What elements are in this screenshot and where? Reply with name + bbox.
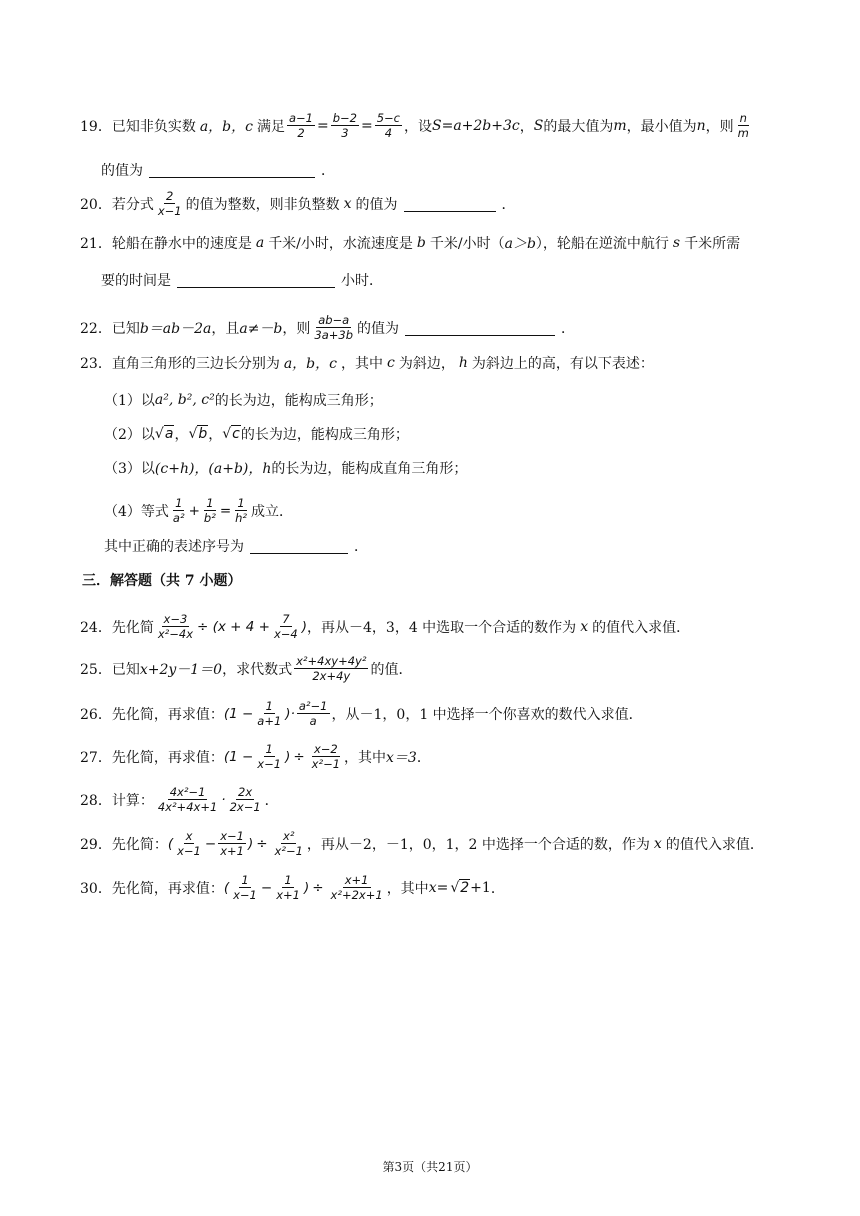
- math: ): [247, 835, 254, 852]
- math: =: [219, 502, 232, 519]
- math: a＞b: [504, 236, 536, 252]
- sqrt-b: √b: [188, 426, 208, 442]
- text: 的值．: [370, 661, 413, 678]
- fraction: $\frac{1}{\text{a²}}$: [172, 496, 185, 526]
- text: 已知: [111, 661, 140, 678]
- text: （1）以: [104, 393, 155, 409]
- text: ，设: [404, 118, 432, 135]
- text: ，其中: [386, 880, 429, 897]
- math: s: [672, 235, 681, 251]
- question-number: 25．: [80, 661, 112, 678]
- question-number: 19．: [80, 118, 112, 135]
- math: ·: [221, 791, 226, 808]
- question-27: [80, 743, 800, 770]
- question-19: [80, 112, 800, 139]
- math: x: [580, 618, 589, 635]
- text: 已知非负实数: [111, 118, 196, 135]
- math: h: [458, 355, 468, 371]
- math: a，b，c: [199, 118, 253, 135]
- answer-blank[interactable]: [404, 196, 496, 212]
- fraction: $\frac{x-3}{\text{x²−4x}}$: [157, 612, 194, 642]
- math: x: [653, 835, 662, 852]
- math: +1: [470, 879, 491, 896]
- text: 先化简，再求值：: [111, 880, 224, 897]
- text: ，: [519, 118, 534, 135]
- text: （3）以: [104, 461, 155, 477]
- math: +: [188, 502, 200, 519]
- fraction: $\frac{x-1}{x+1}$: [220, 829, 244, 859]
- math: (1 −: [223, 705, 254, 722]
- fraction: $\frac{x-2}{\text{x²−1}}$: [311, 742, 341, 772]
- question-21: [80, 233, 800, 253]
- math: ): [303, 879, 310, 896]
- question-21-line2: [101, 270, 800, 290]
- math: a≠－b: [239, 320, 283, 337]
- question-number: 30．: [80, 880, 112, 897]
- math: a: [255, 235, 265, 251]
- math: ÷: [293, 748, 305, 765]
- fraction: $\frac{x}{x-1}$: [177, 829, 201, 859]
- text: ，则: [705, 118, 734, 135]
- fraction: $\frac{1}{x+1}$: [276, 873, 300, 903]
- text: 若分式: [111, 196, 154, 213]
- math: =: [360, 117, 373, 134]
- question-number: 24．: [80, 619, 112, 636]
- text: ．: [321, 163, 335, 179]
- text: ，其中: [344, 749, 387, 766]
- question-number: 23．: [80, 356, 112, 372]
- math: S: [533, 117, 544, 134]
- text: 成立．: [251, 503, 294, 520]
- text: 小时．: [341, 273, 383, 289]
- text: 的值代入求值．: [592, 619, 691, 636]
- fraction: $\frac{\text{4x²−1}}{\text{4x²+4x+1}}$: [157, 785, 218, 815]
- fraction: $\frac{1}{\text{b²}}$: [203, 496, 216, 526]
- text: ．: [490, 880, 505, 897]
- math: x＝3: [386, 749, 417, 766]
- text: 的值代入求值．: [665, 836, 764, 853]
- question-19-line2: [101, 160, 800, 180]
- text: 的值为: [357, 320, 400, 337]
- text: ，求代数式: [222, 661, 293, 678]
- text: 已知: [111, 320, 140, 337]
- text: ．: [264, 792, 279, 809]
- question-30: [80, 874, 800, 901]
- statement-2: （2）以 √a ， √b ， √c 的长为边，能构成三角形；: [104, 426, 409, 443]
- question-23: [80, 353, 800, 373]
- fraction: $\frac{1}{\text{h²}}$: [235, 496, 248, 526]
- math: a，b，c: [283, 356, 337, 372]
- text: ，再从－4，3，4 中选取一个合适的数作为: [307, 619, 577, 636]
- text: ），轮船在逆流中航行: [535, 236, 669, 252]
- math: a², b², c²: [154, 392, 215, 408]
- math: S=a+2b+3c: [432, 117, 520, 134]
- math: ·: [290, 705, 295, 722]
- text: 的长为边，能构成直角三角形；: [271, 461, 468, 477]
- question-number: 28．: [80, 792, 112, 809]
- page-footer: 第3页（共21页）: [382, 1160, 478, 1174]
- math: x: [343, 195, 352, 212]
- math: =: [316, 117, 329, 134]
- statement-1: [104, 390, 800, 410]
- answer-blank[interactable]: [177, 272, 335, 288]
- text: 先化简，再求值：: [111, 706, 224, 723]
- text: 先化简: [111, 619, 154, 636]
- sqrt-c: √c: [222, 426, 240, 442]
- text: ，且: [211, 320, 240, 337]
- text: 满足: [256, 118, 285, 135]
- fraction: $\frac{a-1}{2}$: [288, 111, 313, 141]
- text: ，则: [282, 320, 311, 337]
- statement-4: [104, 497, 800, 524]
- text: 千米所需: [684, 236, 741, 252]
- text: 的值为: [101, 163, 143, 179]
- question-number: 20．: [80, 196, 112, 213]
- math: ): [301, 618, 308, 635]
- section-heading: 三．解答题（共 7 小题）: [82, 573, 242, 589]
- text: 其中正确的表述序号为: [104, 539, 244, 555]
- sqrt-a: √a: [154, 426, 174, 442]
- math: −: [260, 879, 273, 896]
- text: 要的时间是: [101, 273, 171, 289]
- fraction: $\frac{b-2}{3}$: [332, 111, 357, 141]
- text: 的值为: [355, 196, 398, 213]
- math: m: [613, 117, 627, 134]
- answer-blank[interactable]: [250, 538, 348, 554]
- question-23-answer: [104, 536, 800, 556]
- text: ，再从－2，－1，0，1，2 中选择一个合适的数，作为: [306, 836, 650, 853]
- text: （2）以: [104, 427, 155, 443]
- text: 为斜边，: [398, 356, 455, 372]
- math: n: [696, 117, 706, 134]
- text: ．: [501, 196, 516, 213]
- math: b: [416, 235, 426, 251]
- math: ÷ (x + 4 +: [197, 618, 270, 635]
- fraction: $\frac{2}{x-1}$: [157, 189, 182, 219]
- fraction: $\frac{n}{m}$: [737, 111, 749, 141]
- math: c: [386, 355, 395, 371]
- text: 计算：: [111, 792, 154, 809]
- math: (c+h)，(a+b)，h: [154, 461, 272, 477]
- question-29: [80, 830, 800, 857]
- question-28: [80, 786, 800, 813]
- math: −: [204, 835, 217, 852]
- text: 轮船在静水中的速度是: [111, 236, 252, 252]
- text: ．: [354, 539, 368, 555]
- fraction: $\frac{\text{x²+4xy+4y²}}{2x+4y}$: [296, 654, 367, 684]
- text: 的最大值为: [543, 118, 614, 135]
- text: 千米/小时（: [429, 236, 505, 252]
- text: ，最小值为: [626, 118, 697, 135]
- fraction: $\frac{7}{x-4}$: [273, 612, 298, 642]
- fraction: $\frac{1}{a+1}$: [257, 699, 282, 729]
- math: (1 −: [223, 748, 254, 765]
- text: ．: [561, 320, 576, 337]
- math: (: [223, 879, 230, 896]
- question-25: [80, 655, 800, 682]
- text: （4）等式: [104, 503, 169, 520]
- fraction: $\frac{\text{a²−1}}{a}$: [298, 699, 328, 729]
- question-number: 29．: [80, 836, 112, 853]
- statement-3: [104, 458, 800, 478]
- fraction: $\frac{x+1}{\text{x²+2x+1}}$: [330, 873, 383, 903]
- question-number: 21．: [80, 236, 112, 252]
- math: x=: [428, 879, 449, 896]
- text: ，从－1，0，1 中选择一个你喜欢的数代入求值．: [331, 706, 643, 723]
- fraction: $\frac{ab-a}{3a+3b}$: [314, 313, 354, 343]
- fraction: $\frac{1}{x-1}$: [233, 873, 257, 903]
- math: ): [285, 705, 291, 722]
- fraction: $\frac{2x}{2x-1}$: [229, 785, 261, 815]
- math: x+2y－1＝0: [139, 661, 223, 678]
- question-number: 26．: [80, 706, 112, 723]
- fraction: $\frac{\text{x²}}{\text{x²−1}}$: [274, 829, 303, 859]
- text: 先化简：: [111, 836, 168, 853]
- text: 先化简，再求值：: [111, 749, 224, 766]
- math: b＝ab－2a: [139, 320, 212, 337]
- text: 的值为整数，则非负整数: [185, 196, 340, 213]
- text: ．: [416, 749, 431, 766]
- text: 的长为边，能构成三角形；: [214, 393, 383, 409]
- question-number: 22．: [80, 320, 112, 337]
- math: (: [167, 835, 174, 852]
- fraction: $\frac{1}{x-1}$: [257, 742, 282, 772]
- answer-blank[interactable]: [405, 320, 555, 336]
- text: ，其中: [340, 356, 383, 372]
- question-20: [80, 190, 800, 217]
- text: 的长为边，能构成三角形；: [240, 427, 409, 443]
- math: ÷: [312, 879, 324, 896]
- answer-blank[interactable]: [149, 162, 315, 178]
- math: ): [285, 748, 291, 765]
- text: 为斜边上的高，有以下表述：: [471, 356, 654, 372]
- question-26: [80, 700, 800, 727]
- math: ÷: [256, 835, 268, 852]
- question-number: 27．: [80, 749, 112, 766]
- fraction: $\frac{5-c}{4}$: [376, 111, 400, 141]
- text: 千米/小时，水流速度是: [268, 236, 413, 252]
- sqrt-2: √2: [450, 879, 470, 896]
- question-22: [80, 314, 800, 341]
- question-24: [80, 613, 800, 640]
- text: 直角三角形的三边长分别为: [111, 356, 280, 372]
